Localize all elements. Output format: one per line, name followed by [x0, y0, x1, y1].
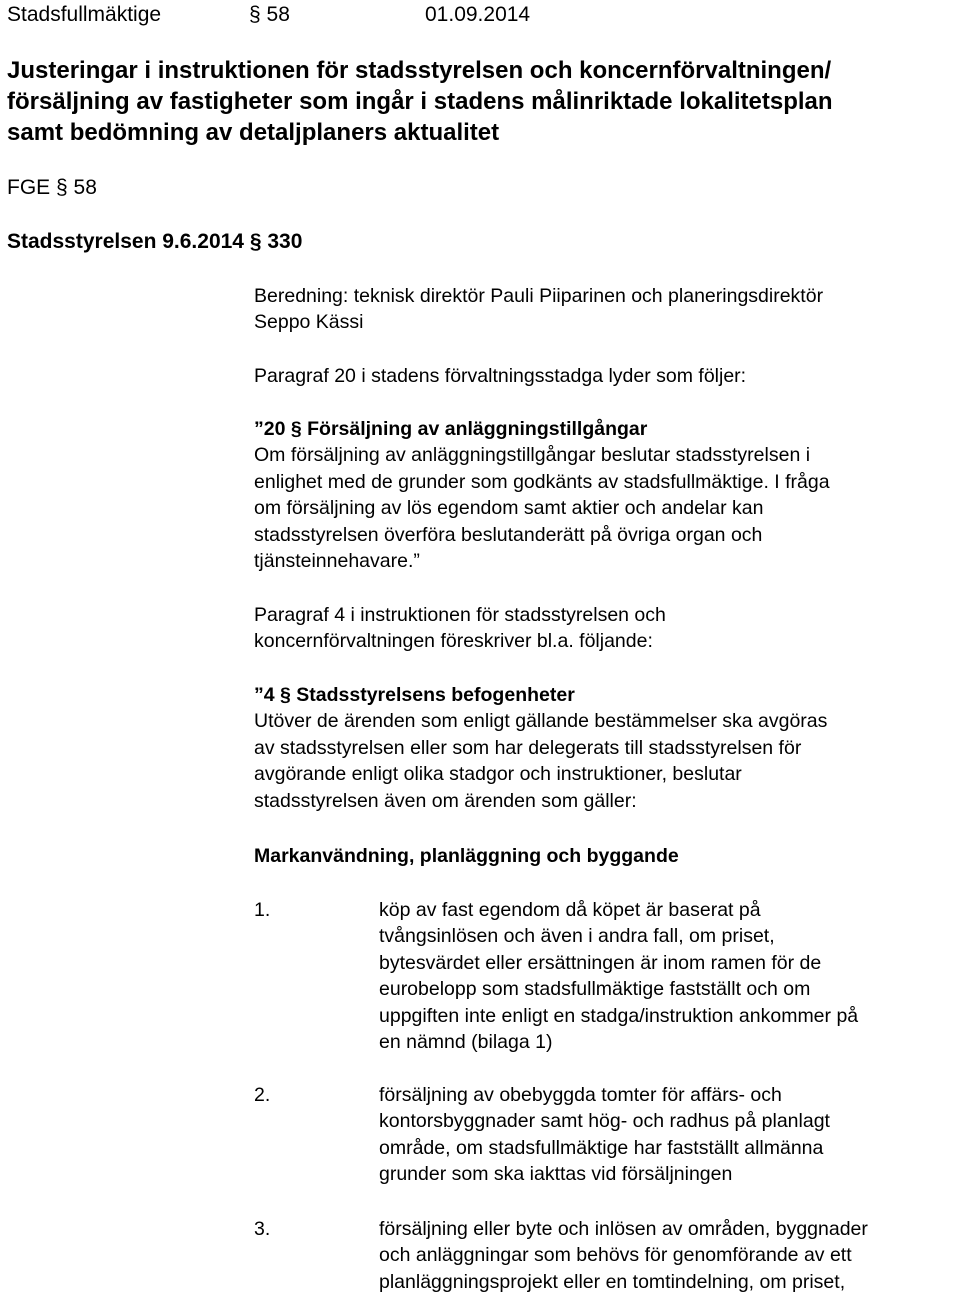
- paragraph20-intro: [254, 363, 954, 389]
- text-line: koncernförvaltningen föreskriver bl.a. följande:: [254, 630, 653, 653]
- text-line: tjänsteinnehavare.”: [254, 550, 420, 573]
- text-line: eurobelopp som stadsfullmäktige fastställt och om: [379, 978, 811, 1001]
- stadsstyrelsen-reference: Stadsstyrelsen 9.6.2014 § 330: [7, 230, 303, 253]
- list-item-number: 2.: [254, 1084, 271, 1106]
- title-line: försäljning av fastigheter som ingår i stadens målinriktade lokalitetsplan: [7, 88, 833, 115]
- text-line: av stadsstyrelsen eller som har delegerats till stadsstyrelsen för: [254, 736, 802, 759]
- paragraph-number: 58: [266, 3, 290, 26]
- text-line: bytesvärdet eller ersättningen är inom ramen för de: [379, 951, 822, 974]
- quote-heading: ”20 § Försäljning av anläggningstillgångar: [254, 418, 648, 440]
- text-line: försäljning eller byte och inlösen av områden, byggnader: [379, 1218, 868, 1240]
- text-line: Seppo Kässi: [254, 311, 364, 334]
- list-item-number: 1.: [254, 899, 271, 921]
- quote-heading: ”4 § Stadsstyrelsens befogenheter: [254, 684, 575, 706]
- title-line: samt bedömning av detaljplaners aktualitet: [7, 119, 500, 146]
- text-line: enlighet med de grunder som godkänts av stadsfullmäktige. I fråga: [254, 470, 830, 493]
- text-line: avgörande enligt olika stadgor och instruktioner, beslutar: [254, 763, 742, 786]
- text-line: område, om stadsfullmäktige har fastställt allmänna: [379, 1136, 824, 1159]
- text-line: om försäljning av lös egendom samt aktier och andelar kan: [254, 497, 764, 520]
- text-line: uppgiften inte enligt en stadga/instruktion ankommer på: [379, 1004, 859, 1027]
- text-line: försäljning av obebyggda tomter för affärs- och: [379, 1084, 782, 1106]
- section-subheading: Markanvändning, planläggning och byggande: [254, 845, 679, 867]
- list-item-number: 3.: [254, 1218, 271, 1240]
- text-line: stadsstyrelsen även om ärenden som gäller:: [254, 789, 637, 812]
- list-item-text: [379, 897, 960, 1055]
- paragraph4-intro: [254, 602, 954, 655]
- text-line: Beredning: teknisk direktör Pauli Piiparinen och planeringsdirektör: [254, 285, 824, 307]
- list-item-text: [379, 1216, 960, 1295]
- text-line: en nämnd (bilaga 1): [379, 1031, 553, 1054]
- text-line: Paragraf 20 i stadens förvaltningsstadga lyder som följer:: [254, 365, 747, 387]
- text-line: Om försäljning av anläggningstillgångar beslutar stadsstyrelsen i: [254, 444, 811, 467]
- text-line: Paragraf 4 i instruktionen för stadsstyrelsen och: [254, 604, 666, 626]
- text-line: Utöver de ärenden som enligt gällande bestämmelser ska avgöras: [254, 710, 828, 733]
- preparation-paragraph: [254, 283, 954, 336]
- quote-section-4: [254, 682, 954, 814]
- list-item-text: [379, 1082, 960, 1188]
- text-line: tvångsinlösen och även i andra fall, om priset,: [379, 925, 775, 948]
- text-line: grunder som ska iakttas vid försäljningen: [379, 1163, 733, 1186]
- document-title: [7, 55, 947, 148]
- title-line: Justeringar i instruktionen för stadsstyrelsen och koncernförvaltningen/: [7, 57, 832, 84]
- text-line: planläggningsprojekt eller en tomtindelning, om priset,: [379, 1270, 846, 1293]
- section-sign: §: [249, 3, 261, 26]
- text-line: stadsstyrelsen överföra beslutanderätt på övriga organ och: [254, 523, 763, 546]
- text-line: köp av fast egendom då köpet är baserat på: [379, 899, 761, 921]
- meeting-date: 01.09.2014: [425, 3, 531, 26]
- paragraph-reference: [249, 2, 290, 28]
- text-line: kontorsbyggnader samt hög- och radhus på planlagt: [379, 1110, 830, 1133]
- quote-section-20: [254, 416, 954, 574]
- fge-reference: FGE § 58: [7, 176, 97, 199]
- text-line: och anläggningar som behövs för genomförande av ett: [379, 1244, 852, 1267]
- decision-body-name: Stadsfullmäktige: [7, 3, 162, 26]
